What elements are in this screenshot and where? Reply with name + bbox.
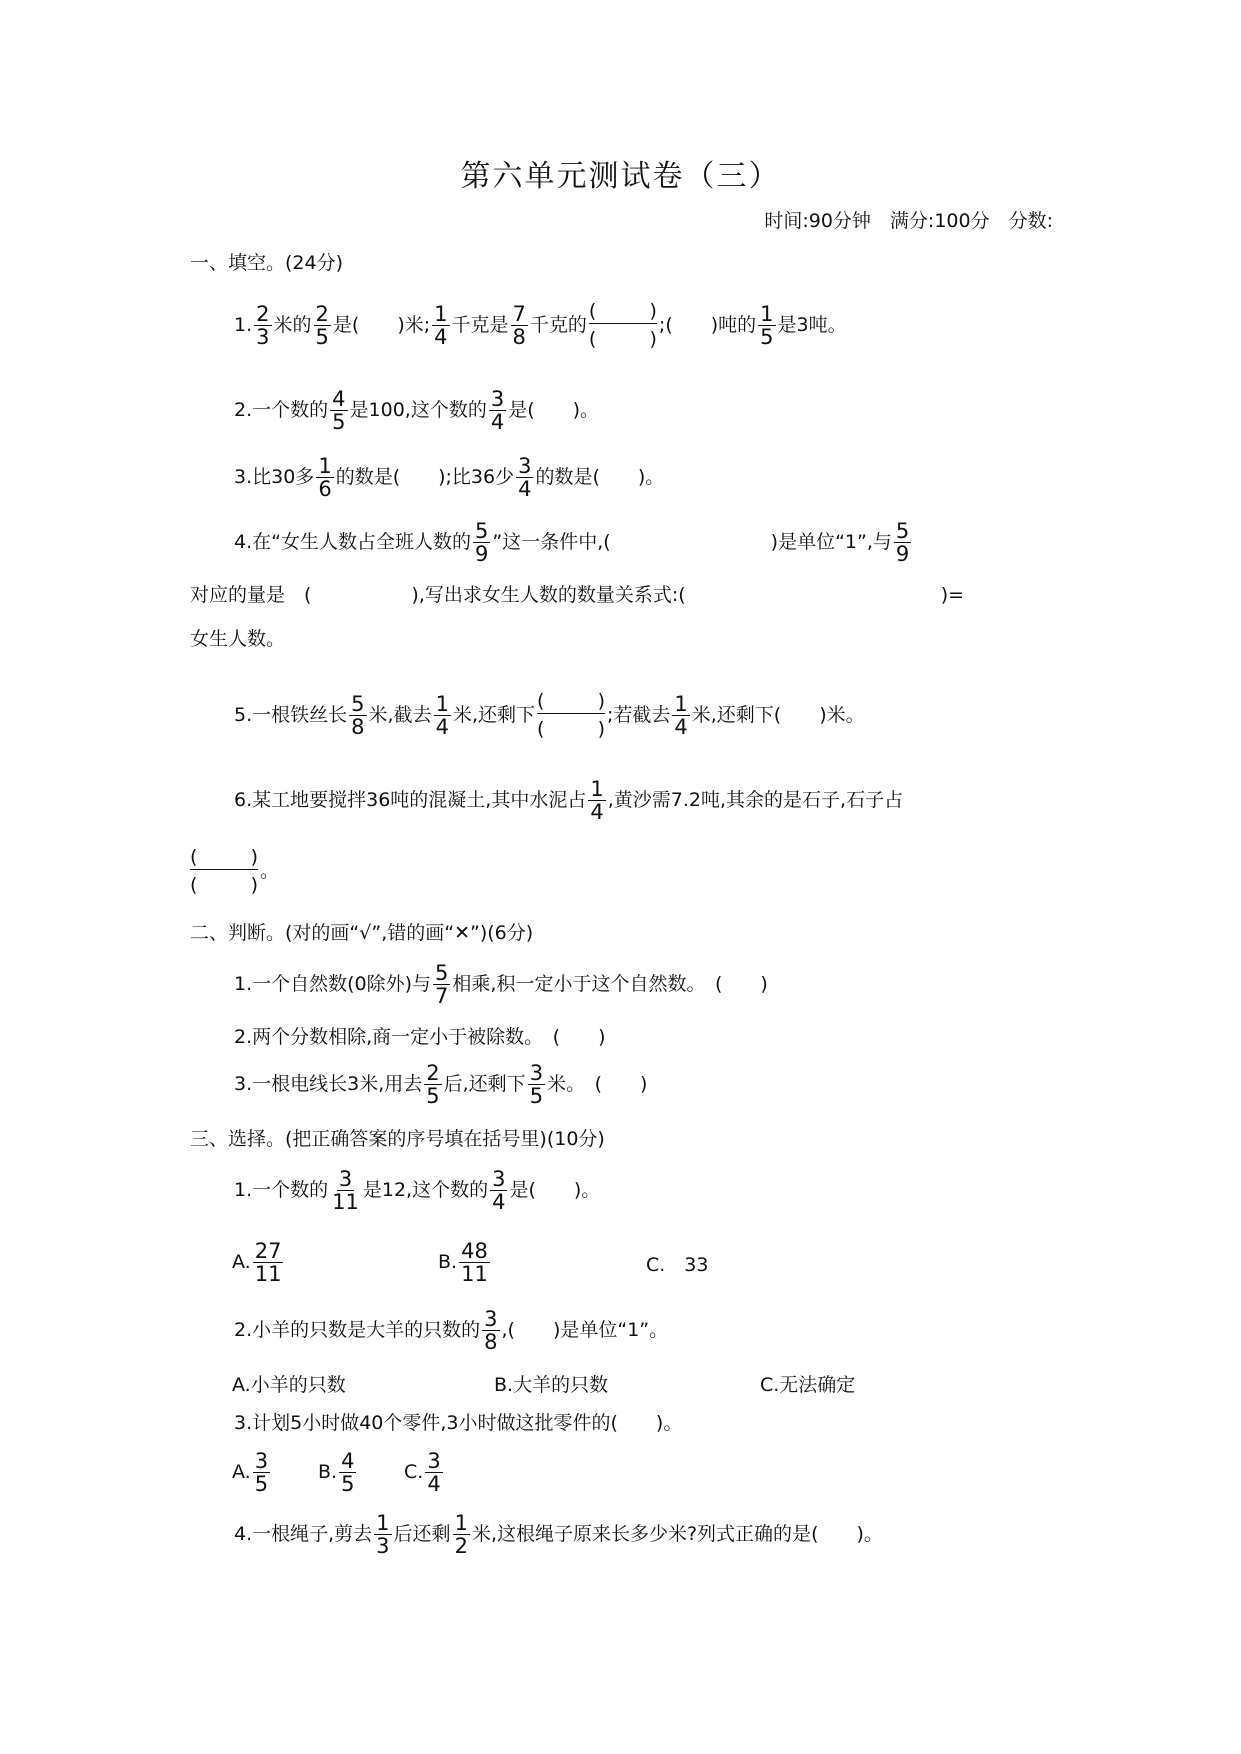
fraction: $\frac{2}{5}$ (426, 1061, 440, 1109)
fraction: $\frac{3}{4}$ (492, 1167, 506, 1215)
question-1-4 (234, 520, 913, 565)
question-1-4-line2 (190, 586, 964, 605)
question-2-2: 2.两个分数相除,商一定小于被除数。 ( ) (234, 1026, 606, 1048)
fraction: $\frac{4}{5}$ (332, 387, 346, 435)
q-text: 是( )。 (509, 1179, 601, 1202)
fraction: $\frac{5}{7}$ (435, 961, 449, 1009)
question-2-1 (234, 962, 768, 1007)
question-3-1 (234, 1168, 600, 1213)
q-text: 6.某工地要搅拌36吨的混凝土,其中水泥占 (234, 789, 587, 812)
q-text: 千克是 (451, 314, 509, 336)
option-3-3-c[interactable]: C. $\frac{3}{4}$ (404, 1449, 441, 1497)
q-text: )是单位“1”,与 (770, 531, 892, 554)
q-text: 米,还剩下( )米。 (691, 704, 865, 726)
q-text: 后,还剩下 (443, 1073, 526, 1096)
q-text: 千克的 (529, 314, 587, 336)
fraction: $\frac{1}{4}$ (674, 691, 688, 739)
q-text: 是3吨。 (777, 314, 847, 336)
q-text: 。 (260, 860, 280, 882)
question-3-4 (234, 1512, 883, 1557)
q-text: ,( )是单位“1”。 (501, 1319, 669, 1342)
exam-meta: 时间:90分钟 满分:100分 分数: (764, 210, 1053, 232)
section-heading-judge: 二、判断。(对的画“√”,错的画“✕”)(6分) (190, 922, 534, 944)
option-3-2-a[interactable]: A.小羊的只数 (232, 1374, 346, 1396)
q-text: 是12,这个数的 (362, 1179, 489, 1202)
q-text: 米,还剩下 (452, 704, 535, 726)
fraction: $\frac{3}{11}$ (332, 1167, 359, 1215)
question-1-3 (234, 455, 664, 500)
q-text: 是100,这个数的 (349, 399, 487, 422)
question-1-5 (234, 692, 865, 739)
q-text: ”这一条件中,( (492, 531, 611, 554)
q-text: 米,这根绳子原来长多少米?列式正确的是( )。 (471, 1523, 883, 1546)
q-text: 4.一根绳子,剪去 (234, 1523, 373, 1546)
fraction: $\frac{4}{5}$ (341, 1449, 355, 1497)
question-1-6-line2 (188, 848, 279, 895)
fraction: $\frac{2}{5}$ (315, 301, 329, 349)
q-text: ;( )吨的 (658, 314, 757, 336)
question-1-2 (234, 388, 599, 433)
fraction: $\frac{27}{11}$ (254, 1239, 282, 1287)
q-text: 是( )。 (508, 399, 600, 422)
option-3-1-b[interactable]: B. $\frac{48}{11}$ (438, 1239, 488, 1287)
fraction: $\frac{3}{5}$ (254, 1449, 269, 1497)
q-text: 米。 ( ) (547, 1073, 648, 1096)
option-3-3-b[interactable]: B. $\frac{4}{5}$ (318, 1449, 355, 1497)
question-2-3 (234, 1062, 647, 1107)
fraction: $\frac{2}{3}$ (256, 301, 270, 349)
q-text: 米,截去 (368, 704, 432, 726)
section-heading-choice: 三、选择。(把正确答案的序号填在括号里)(10分) (190, 1128, 605, 1150)
fraction: $\frac{1}{5}$ (760, 301, 774, 349)
fraction: $\frac{7}{8}$ (512, 301, 526, 349)
fraction: $\frac{3}{5}$ (529, 1061, 544, 1109)
q-text: 的数是( );比36少 (335, 466, 515, 489)
section-heading-fill: 一、填空。(24分) (190, 252, 344, 274)
question-3-3: 3.计划5小时做40个零件,3小时做这批零件的( )。 (234, 1412, 683, 1434)
q-text: ),写出求女生人数的数量关系式:( (411, 584, 686, 606)
fraction-answer-blank[interactable]: ( ) ( ) (536, 690, 605, 740)
fraction-answer-blank[interactable]: ( ) ( ) (190, 846, 258, 896)
option-3-2-b[interactable]: B.大羊的只数 (494, 1374, 609, 1396)
q-text: 4.在“女生人数占全班人数的 (234, 531, 471, 554)
q-text: ,黄沙需7.2吨,其余的是石子,石子占 (607, 789, 904, 812)
q-text: 3.一根电线长3米,用去 (234, 1073, 423, 1096)
q-text: 相乘,积一定小于这个自然数。 ( ) (452, 973, 768, 996)
option-3-2-c[interactable]: C.无法确定 (760, 1374, 856, 1396)
q-text: 1. (234, 314, 253, 336)
fraction: $\frac{48}{11}$ (461, 1239, 488, 1287)
q-text: 米的 (273, 314, 312, 336)
fraction: $\frac{5}{8}$ (351, 691, 365, 739)
fraction-answer-blank[interactable]: ( ) ( ) (588, 300, 657, 350)
q-text: 后还剩 (393, 1523, 451, 1546)
fraction: $\frac{1}{4}$ (435, 691, 449, 739)
q-text: 1.一个数的 (234, 1179, 329, 1202)
fraction: $\frac{1}{6}$ (318, 454, 332, 502)
question-1-1 (234, 302, 847, 349)
question-3-2 (234, 1308, 668, 1353)
q-text: )= (940, 584, 965, 606)
option-3-1-c[interactable]: C. 33 (646, 1254, 709, 1276)
fraction: $\frac{1}{3}$ (376, 1511, 390, 1559)
fraction: $\frac{1}{4}$ (434, 301, 448, 349)
q-text: 1.一个自然数(0除外)与 (234, 973, 432, 996)
page-title: 第六单元测试卷（三） (460, 159, 781, 194)
q-text: 2.一个数的 (234, 399, 329, 422)
q-text: ;若截去 (606, 704, 671, 726)
fraction: $\frac{3}{8}$ (484, 1307, 498, 1355)
fraction: $\frac{5}{9}$ (474, 519, 489, 567)
fraction: $\frac{3}{4}$ (518, 454, 532, 502)
q-text: 5.一根铁丝长 (234, 704, 348, 726)
q-text: 2.小羊的只数是大羊的只数的 (234, 1319, 481, 1342)
q-text: 3.比30多 (234, 466, 315, 489)
question-1-6 (234, 778, 903, 823)
q-text: 是( )米; (332, 314, 431, 336)
option-3-3-a[interactable]: A. $\frac{3}{5}$ (232, 1449, 269, 1497)
fraction: $\frac{5}{9}$ (895, 519, 910, 567)
option-3-1-a[interactable]: A. $\frac{27}{11}$ (232, 1239, 282, 1287)
fraction: $\frac{3}{4}$ (427, 1449, 441, 1497)
q-text: 对应的量是 ( (190, 584, 312, 606)
q-text: 的数是( )。 (535, 466, 665, 489)
fraction: $\frac{1}{2}$ (454, 1511, 468, 1559)
question-1-4-line3: 女生人数。 (190, 628, 286, 650)
fraction: $\frac{3}{4}$ (490, 387, 505, 435)
fraction: $\frac{1}{4}$ (590, 777, 604, 825)
